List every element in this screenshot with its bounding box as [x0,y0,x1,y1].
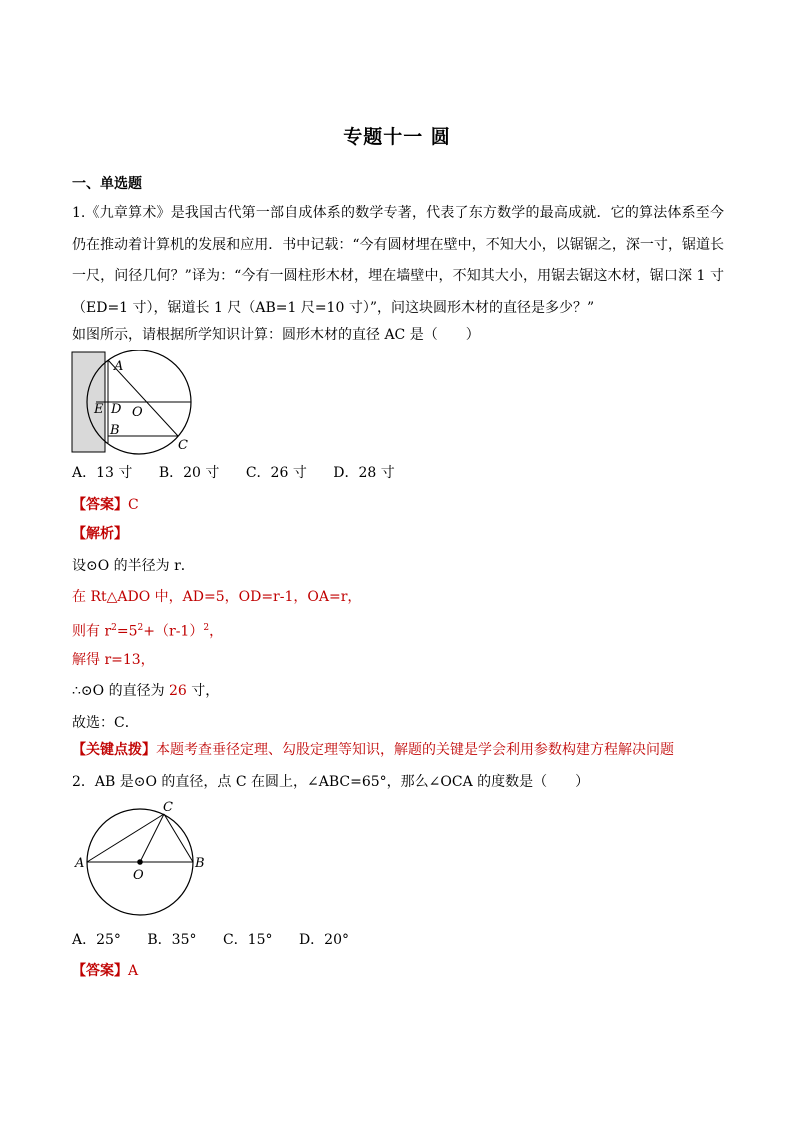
question-2-answer [72,961,138,981]
label-o: O [132,405,143,420]
option-a[interactable]: A．25° [72,932,121,948]
solution-step-2: 在 Rt△ADO 中，AD=5，OD=r-1，OA=r， [72,589,362,605]
option-d[interactable]: D．20° [298,932,349,948]
option-b[interactable]: B．20 寸 [158,465,220,481]
question-2-figure [70,798,210,916]
section-heading: 一、单选题 [72,176,142,192]
label-c: C [178,438,188,453]
page-title: 专题十一 圆 [343,126,451,148]
question-1-figure [66,350,196,455]
solution-step-1: 设⊙O 的半径为 r． [72,558,195,574]
answer-value: C [128,497,139,513]
question-1-analysis-label: 【解析】 [72,526,128,542]
question-1-prompt: 如图所示，请根据所学知识计算：圆形木材的直径 AC 是（ ） [72,327,480,343]
option-c[interactable]: C．15° [222,932,273,948]
label-b: B [195,856,205,871]
label-b: B [110,423,120,438]
question-2-text: 2．AB 是⊙O 的直径，点 C 在圆上，∠ABC=65°，那么∠OCA 的度数是（ ） [72,774,590,790]
option-b[interactable]: B．35° [147,932,197,948]
option-d[interactable]: D．28 寸 [333,465,395,481]
solution-step-5: ∴⊙O 的直径为 26 寸， [72,683,220,699]
label-o: O [133,868,144,883]
label-a: A [114,359,124,374]
question-1-text: 1.《九章算术》是我国古代第一部自成体系的数学专著，代表了东方数学的最高成就．它的算法体系至今仍在推动着计算机的发展和应用．书中记载：“今有圆材埋在壁中，不知大小，以锯锯之，深一寸，锯道长一尺，问径几何？”译为：“今有一圆柱形木材，埋在墙壁中，不知其大小，用锯去锯这木材，锯口深 1 寸（ED=1 寸），锯道长 1 尺（AB=1 尺=10 寸）”，问这块圆形木材的直径是多少？” [72,205,724,316]
label-e: E [94,402,104,417]
label-a: A [75,856,85,871]
solution-step-4: 解得 r=13， [72,652,155,668]
question-1-answer [72,495,139,515]
option-c[interactable]: C．26 寸 [245,465,307,481]
answer-label: 【答案】 [72,497,128,513]
answer-value: A [128,963,139,979]
question-2-options [72,930,371,950]
label-d: D [111,402,122,417]
solution-step-3: 则有 $r^2=5^2+(r-1)^2$， [72,623,224,640]
chord-bc [164,814,193,862]
solution-step-6: 故选：C． [72,715,139,731]
answer-label: 【答案】 [72,963,128,979]
label-c: C [163,800,173,815]
question-1-key-point: 【关键点拨】本题考查垂径定理、勾股定理等知识，解题的关键是学会利用参数构建方程解决问题 [72,742,674,758]
question-1-options [72,463,417,483]
option-a[interactable]: A．13 寸 [72,465,133,481]
center-point [137,859,143,865]
